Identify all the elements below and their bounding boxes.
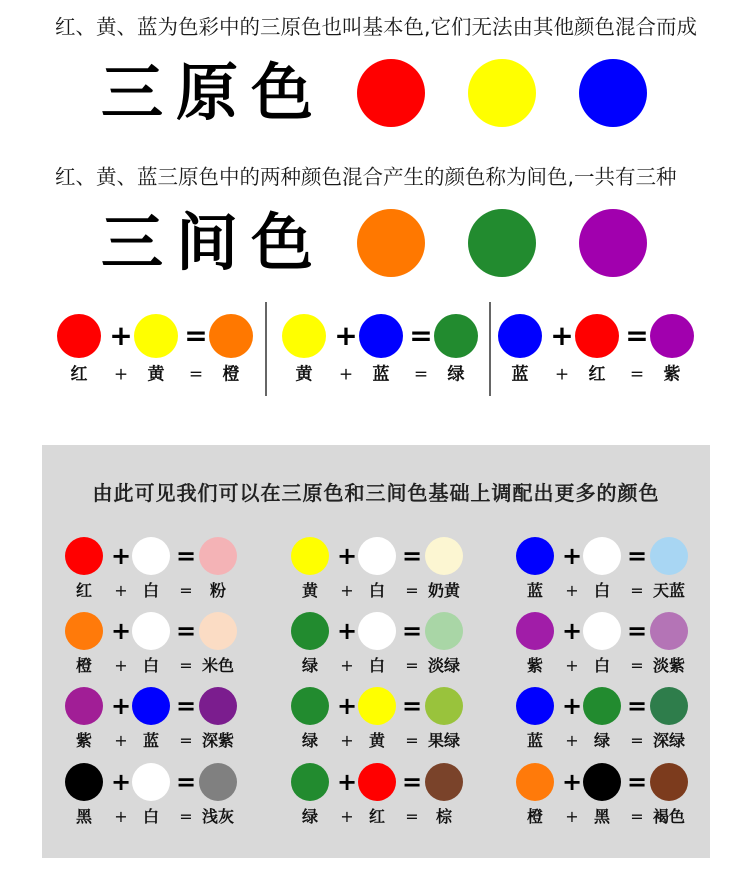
second-color-label: 白 xyxy=(368,655,386,675)
plus-sign: + xyxy=(110,542,132,570)
equals-sign-label: = xyxy=(630,655,644,675)
result-color-label: 橙 xyxy=(222,364,240,385)
result-color-label: 深绿 xyxy=(652,730,686,750)
plus-sign-label: + xyxy=(114,580,128,600)
second-color-label: 白 xyxy=(142,806,160,826)
result-color-label: 淡紫 xyxy=(652,655,686,675)
first-color-label: 紫 xyxy=(75,730,93,750)
first-color-circle xyxy=(516,612,554,650)
result-color-label: 米色 xyxy=(201,655,235,675)
second-color-circle xyxy=(583,537,621,575)
result-color-circle xyxy=(425,687,463,725)
second-color-label: 绿 xyxy=(593,730,611,750)
second-color-circle xyxy=(583,687,621,725)
second-color-circle xyxy=(132,763,170,801)
result-color-circle xyxy=(650,537,688,575)
second-color-circle xyxy=(583,612,621,650)
result-color-label: 果绿 xyxy=(427,730,461,750)
first-color-label: 绿 xyxy=(301,655,319,675)
plus-sign-label: + xyxy=(565,655,579,675)
result-color-label: 天蓝 xyxy=(652,580,686,600)
first-color-label: 绿 xyxy=(301,730,319,750)
result-color-circle xyxy=(199,763,237,801)
first-color-label: 紫 xyxy=(526,655,544,675)
result-color-label: 粉 xyxy=(209,580,227,600)
equals-sign: = xyxy=(175,542,197,570)
result-color-circle xyxy=(425,612,463,650)
first-color-circle xyxy=(291,537,329,575)
equals-sign-label: = xyxy=(179,806,193,826)
result-color-label: 紫 xyxy=(663,364,681,385)
first-color-label: 蓝 xyxy=(526,580,544,600)
plus-sign: + xyxy=(336,617,358,645)
equals-sign: = xyxy=(401,617,423,645)
plus-sign: + xyxy=(336,542,358,570)
second-color-circle xyxy=(358,687,396,725)
first-color-label: 绿 xyxy=(301,806,319,826)
plus-sign: + xyxy=(334,319,358,352)
plus-sign: + xyxy=(550,319,574,352)
result-color-circle xyxy=(425,537,463,575)
first-color-label: 橙 xyxy=(526,806,544,826)
equals-sign-label: = xyxy=(405,730,419,750)
plus-sign-label: + xyxy=(340,580,354,600)
equals-sign-label: = xyxy=(630,806,644,826)
first-color-label: 蓝 xyxy=(511,364,529,385)
plus-sign-label: + xyxy=(113,364,129,385)
second-color-label: 白 xyxy=(593,580,611,600)
first-color-label: 红 xyxy=(75,580,93,600)
equals-sign-label: = xyxy=(629,364,645,385)
result-color-label: 棕 xyxy=(435,806,453,826)
primary-intro-text: 红、黄、蓝为色彩中的三原色也叫基本色,它们无法由其他颜色混合而成 xyxy=(55,15,698,39)
second-color-label: 蓝 xyxy=(142,730,160,750)
equals-sign-label: = xyxy=(630,730,644,750)
equals-sign: = xyxy=(175,617,197,645)
plus-sign-label: + xyxy=(554,364,570,385)
second-color-circle xyxy=(132,612,170,650)
second-color-label: 黄 xyxy=(368,730,386,750)
first-color-circle xyxy=(65,687,103,725)
plus-sign-label: + xyxy=(338,364,354,385)
more-colors-title: 由此可见我们可以在三原色和三间色基础上调配出更多的颜色 xyxy=(92,481,660,505)
first-color-circle xyxy=(516,687,554,725)
plus-sign-label: + xyxy=(114,655,128,675)
plus-sign: + xyxy=(336,768,358,796)
second-color-label: 黑 xyxy=(593,806,611,826)
equals-sign: = xyxy=(626,617,648,645)
equals-sign: = xyxy=(626,542,648,570)
result-color-circle xyxy=(650,687,688,725)
first-color-label: 橙 xyxy=(75,655,93,675)
second-color-label: 蓝 xyxy=(372,364,390,385)
equals-sign-label: = xyxy=(179,580,193,600)
plus-sign: + xyxy=(336,692,358,720)
second-color-label: 红 xyxy=(368,806,386,826)
result-color-label: 淡绿 xyxy=(427,655,461,675)
first-color-label: 红 xyxy=(70,364,88,385)
plus-sign-label: + xyxy=(114,806,128,826)
plus-sign-label: + xyxy=(340,730,354,750)
result-color-circle xyxy=(199,537,237,575)
second-color-label: 白 xyxy=(142,580,160,600)
first-color-circle xyxy=(65,537,103,575)
first-color-circle xyxy=(516,537,554,575)
plus-sign: + xyxy=(561,542,583,570)
second-color-label: 白 xyxy=(593,655,611,675)
plus-sign: + xyxy=(109,319,133,352)
second-color-circle xyxy=(358,763,396,801)
second-color-circle xyxy=(358,537,396,575)
first-color-circle xyxy=(516,763,554,801)
plus-sign-label: + xyxy=(340,806,354,826)
equals-sign: = xyxy=(409,319,433,352)
secondary-heading: 三间色 xyxy=(101,206,327,279)
result-color-label: 深紫 xyxy=(201,730,235,750)
first-color-label: 黄 xyxy=(295,364,313,385)
plus-sign: + xyxy=(110,768,132,796)
first-color-circle xyxy=(65,763,103,801)
result-color-circle xyxy=(650,763,688,801)
first-color-label: 黄 xyxy=(301,580,319,600)
plus-sign-label: + xyxy=(565,806,579,826)
result-color-label: 奶黄 xyxy=(427,580,461,600)
plus-sign-label: + xyxy=(565,580,579,600)
second-color-circle xyxy=(132,687,170,725)
first-color-label: 黑 xyxy=(75,806,93,826)
second-color-circle xyxy=(358,612,396,650)
equals-sign-label: = xyxy=(405,806,419,826)
first-color-circle xyxy=(291,687,329,725)
equals-sign-label: = xyxy=(405,655,419,675)
second-color-label: 红 xyxy=(588,364,606,385)
equals-sign-label: = xyxy=(630,580,644,600)
first-color-label: 蓝 xyxy=(526,730,544,750)
equals-sign: = xyxy=(175,768,197,796)
plus-sign-label: + xyxy=(340,655,354,675)
equals-sign-label: = xyxy=(405,580,419,600)
equals-sign: = xyxy=(401,768,423,796)
result-color-label: 绿 xyxy=(447,364,465,385)
equals-sign: = xyxy=(184,319,208,352)
plus-sign: + xyxy=(110,617,132,645)
equals-sign: = xyxy=(625,319,649,352)
first-color-circle xyxy=(291,763,329,801)
result-color-label: 褐色 xyxy=(652,806,686,826)
plus-sign-label: + xyxy=(114,730,128,750)
result-color-circle xyxy=(425,763,463,801)
first-color-circle xyxy=(65,612,103,650)
result-color-circle xyxy=(650,612,688,650)
primary-heading: 三原色 xyxy=(101,56,327,129)
result-color-circle xyxy=(199,612,237,650)
equals-sign-label: = xyxy=(179,730,193,750)
equals-sign: = xyxy=(401,692,423,720)
secondary-intro-text: 红、黄、蓝三原色中的两种颜色混合产生的颜色称为间色,一共有三种 xyxy=(55,165,677,189)
result-color-circle xyxy=(199,687,237,725)
equals-sign-label: = xyxy=(179,655,193,675)
plus-sign: + xyxy=(561,617,583,645)
plus-sign: + xyxy=(110,692,132,720)
second-color-label: 白 xyxy=(142,655,160,675)
equals-sign-label: = xyxy=(413,364,429,385)
equals-sign: = xyxy=(175,692,197,720)
first-color-circle xyxy=(291,612,329,650)
plus-sign-label: + xyxy=(565,730,579,750)
equals-sign-label: = xyxy=(188,364,204,385)
equals-sign: = xyxy=(626,692,648,720)
plus-sign: + xyxy=(561,768,583,796)
second-color-circle xyxy=(583,763,621,801)
second-color-label: 黄 xyxy=(147,364,165,385)
result-color-label: 浅灰 xyxy=(201,806,235,826)
second-color-circle xyxy=(132,537,170,575)
second-color-label: 白 xyxy=(368,580,386,600)
plus-sign: + xyxy=(561,692,583,720)
equals-sign: = xyxy=(401,542,423,570)
equals-sign: = xyxy=(626,768,648,796)
